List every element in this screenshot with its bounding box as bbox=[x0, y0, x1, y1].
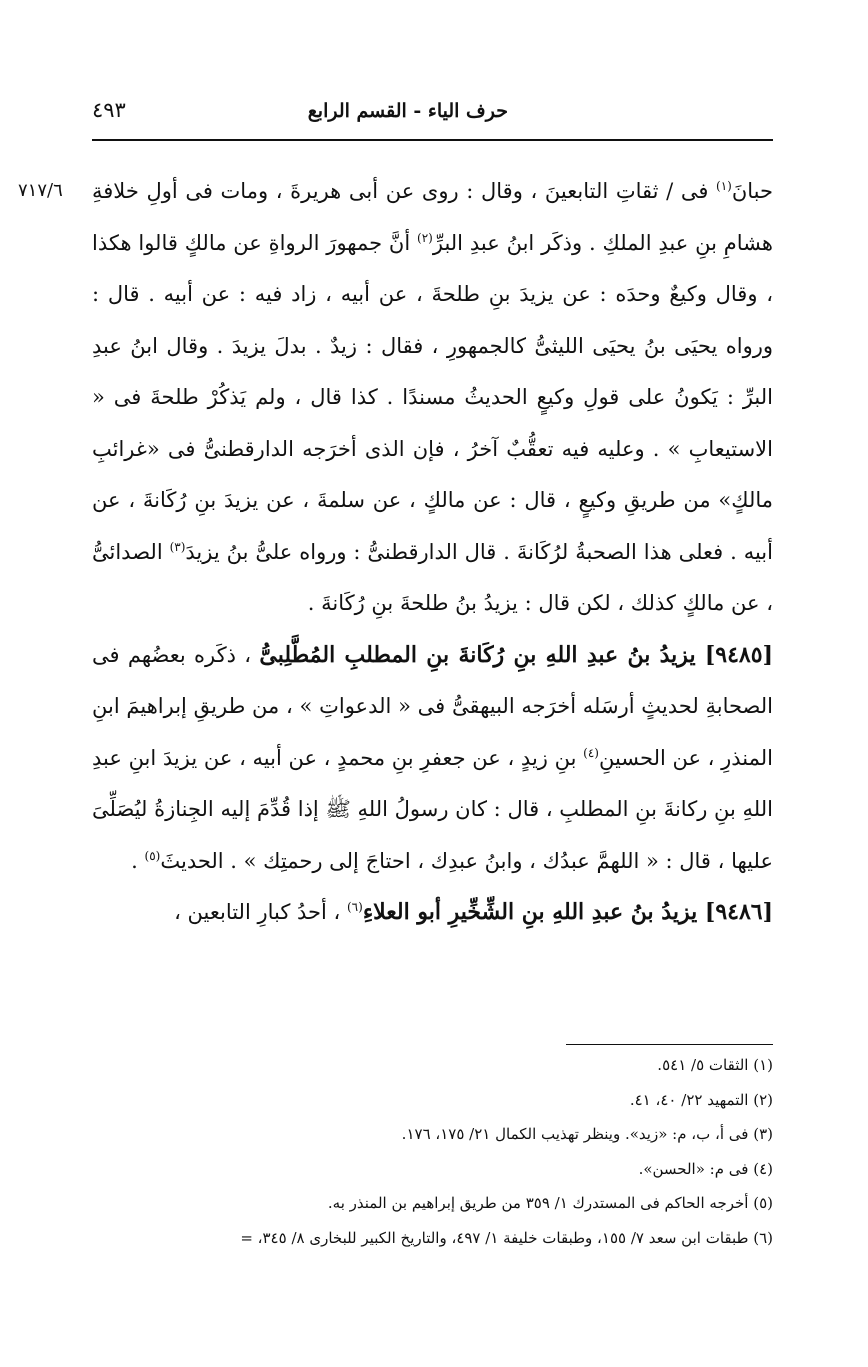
entry-heading: يزيدُ بنُ عبدِ اللهِ بنِ رُكَانةَ بنِ المطلبِ المُطَّلِبىُّ bbox=[259, 641, 705, 668]
footnote: (٣) فى أ، ب، م: «زيد». وينظر تهذيب الكمال ٢١/ ١٧٥، ١٧٦. bbox=[401, 1125, 773, 1143]
text-run: ، أحدُ كبارِ التابعين ، bbox=[174, 900, 347, 924]
text-run: حبانَ bbox=[731, 179, 773, 203]
footnote: (٥) أخرجه الحاكم فى المستدرك ١/ ٣٥٩ من طريق إبراهيم بن المنذر به. bbox=[327, 1194, 773, 1212]
footnotes bbox=[92, 1048, 773, 1255]
text-run: فى / ثقاتِ التابعينَ ، وقال : روى عن أبى هريرةَ ، ومات فى أولِ خلافةِ هشامِ بنِ عبدِ الملكِ . وذكَر ابنُ عبدِ البرِّ bbox=[92, 179, 773, 255]
footnote-ref: (٣) bbox=[169, 539, 186, 554]
entry-number: [٩٤٨٥] bbox=[704, 641, 773, 668]
main-text bbox=[92, 166, 773, 939]
footnote: (١) الثقات ٥/ ٥٤١. bbox=[657, 1056, 773, 1074]
paragraph-continuation bbox=[92, 166, 773, 630]
text-run: . bbox=[131, 848, 145, 873]
entry-9486 bbox=[92, 887, 773, 939]
entry-heading: يزيدُ بنُ عبدِ اللهِ بنِ الشِّخِّيرِ أبو العلاءِ bbox=[362, 899, 705, 925]
entry-9485 bbox=[92, 630, 773, 888]
text-run: الصدائىُّ ، عن مالكٍ كذلك ، لكن قال : يزيدُ بنُ طلحةَ بنِ رُكَانةَ . bbox=[92, 539, 773, 615]
footnote: (٤) فى م: «الحسن». bbox=[638, 1159, 773, 1178]
footnote-ref: (٥) bbox=[144, 848, 161, 863]
footnote-rule bbox=[566, 1044, 773, 1045]
page-number: ٤٩٣ bbox=[92, 98, 126, 122]
footnote-ref: (١) bbox=[716, 179, 732, 193]
text-run: بنِ زيدٍ ، عن جعفرِ بنِ محمدٍ ، عن أبيه ، عن يزيدَ ابنِ عبدِ اللهِ بنِ ركانةَ بنِ المطلبِ ، قال : كان رسولُ اللهِ ﷺ إذا قُدِّمَ إليه الجِنازةُ ليُصَلِّىَ عليها ، قال : « اللهمَّ عبدُك ، وابنُ عبدِك ، احتاجَ إلى رحمتِك » . الحديثَ bbox=[92, 745, 773, 873]
side-reference: ٧١٧/٦ bbox=[18, 180, 63, 201]
header-rule bbox=[92, 139, 773, 141]
page-header bbox=[92, 92, 773, 132]
footnote-ref: (٦) bbox=[346, 900, 363, 914]
entry-number: [٩٤٨٦] bbox=[704, 899, 773, 925]
text-run: ، ذكَره بعضُهم فى الصحابةِ لحديثٍ أرسَله أخرَجه البيهقىُّ فى « الدعواتِ » ، من طريقِ إبراهيمَ ابنِ المنذرِ ، عن الحسينِ bbox=[92, 642, 773, 770]
footnote-ref: (٢) bbox=[417, 230, 433, 245]
footnote: (٦) طبقات ابن سعد ٧/ ١٥٥، وطبقات خليفة ١/ ٤٩٧، والتاريخ الكبير للبخارى ٨/ ٣٤٥، = bbox=[240, 1228, 773, 1247]
footnote-ref: (٤) bbox=[583, 745, 599, 760]
running-head: حرف الياء - القسم الرابع bbox=[307, 100, 508, 122]
text-run: أنَّ جمهورَ الرواةِ عن مالكٍ قالوا هكذا ، وقال وكيعٌ وحدَه : عن يزيدَ بنِ طلحةَ ، عن أبيه ، زاد فيه : عن أبيه . قال : ورواه يحيَى بنُ يحيَى الليثىُّ كالجمهورِ ، فقال : زيدٌ . بدلَ يزيدَ . وقال ابنُ عبدِ البرِّ : يَكونُ على قولِ وكيعٍ الحديثُ مسندًا . كذا قال ، ولم يَذكُرْ طلحةَ فى « الاستيعابِ » . وعليه فيه تعقُّبٌ آخرُ ، فإن الذى أخرَجه الدارقطنىُّ فى «غرائبِ مالكٍ» من طريقِ وكيعٍ ، قال : عن مالكٍ ، عن سلمةَ ، عن يزيدَ بنِ رُكَانةَ ، عن أبيه . فعلى هذا الصحبةُ لرُكَانةَ . قال الدارقطنىُّ : ورواه علىُّ بنُ يزيدَ bbox=[92, 230, 773, 564]
footnote: (٢) التمهيد ٢٢/ ٤٠، ٤١. bbox=[629, 1090, 773, 1109]
